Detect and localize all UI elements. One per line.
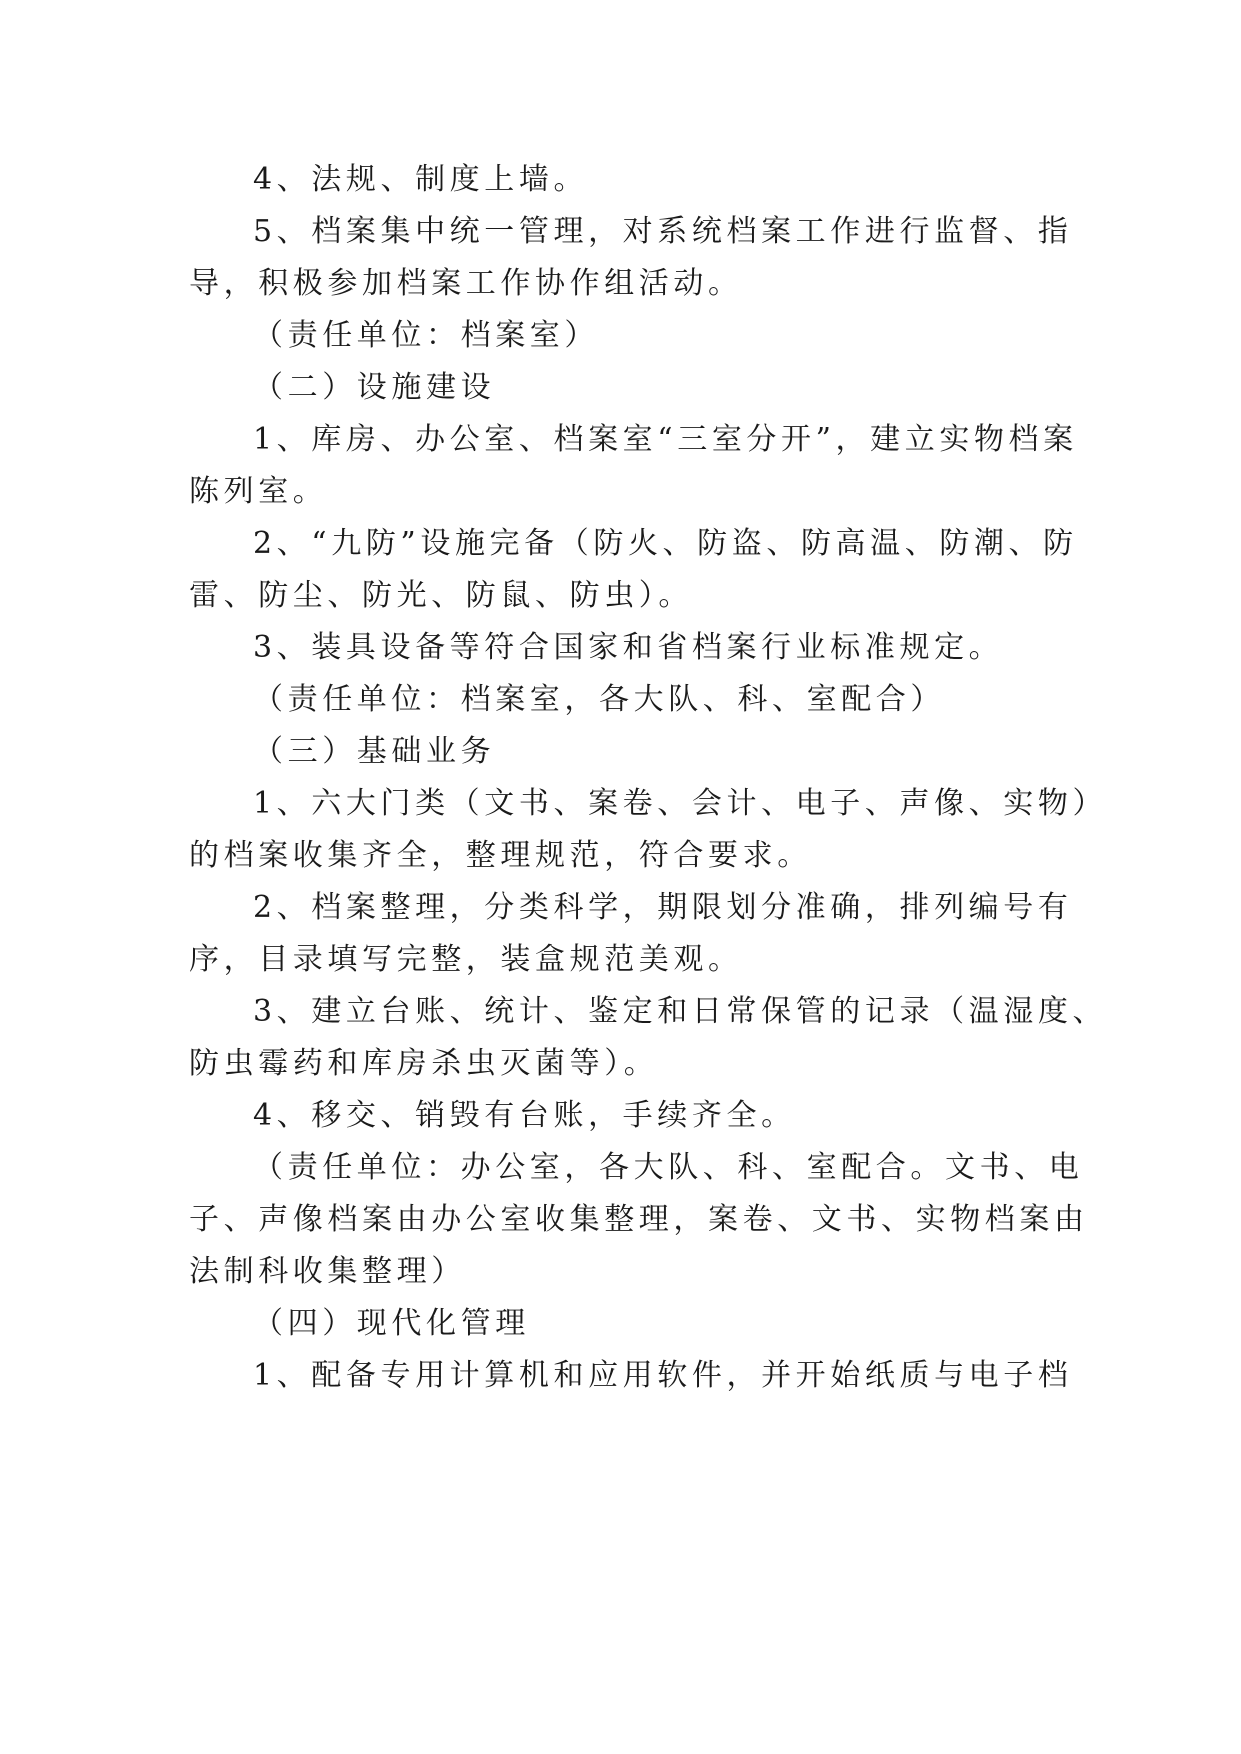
paragraph-line: 3、建立台账、统计、鉴定和日常保管的记录（温湿度、 xyxy=(253,994,1108,1029)
paragraph-line: 1、库房、办公室、档案室“三室分开”，建立实物档案 xyxy=(253,422,1078,457)
responsibility-note: （责任单位：办公室，各大队、科、室配合。文书、电 xyxy=(253,1150,1084,1185)
paragraph-line: 陈列室。 xyxy=(189,474,328,509)
paragraph-line: 4、移交、销毁有台账，手续齐全。 xyxy=(253,1098,796,1133)
paragraph-line: 4、法规、制度上墙。 xyxy=(253,162,589,197)
paragraph-line: 序，目录填写完整，装盒规范美观。 xyxy=(189,942,743,977)
section-heading: （二）设施建设 xyxy=(253,370,496,405)
paragraph-line: 1、六大门类（文书、案卷、会计、电子、声像、实物） xyxy=(253,786,1108,821)
paragraph-line: 1、配备专用计算机和应用软件，并开始纸质与电子档 xyxy=(253,1358,1073,1393)
paragraph-line: 2、“九防”设施完备（防火、防盗、防高温、防潮、防 xyxy=(253,526,1078,561)
responsibility-note: （责任单位：档案室） xyxy=(253,318,599,353)
paragraph-line: 2、档案整理，分类科学，期限划分准确，排列编号有 xyxy=(253,890,1073,925)
paragraph-line: 导，积极参加档案工作协作组活动。 xyxy=(189,266,743,301)
paragraph-line: 雷、防尘、防光、防鼠、防虫）。 xyxy=(189,578,693,613)
responsibility-note: （责任单位：档案室，各大队、科、室配合） xyxy=(253,682,945,717)
paragraph-line: 的档案收集齐全，整理规范，符合要求。 xyxy=(189,838,812,873)
paragraph-line: 防虫霉药和库房杀虫灭菌等）。 xyxy=(189,1046,659,1081)
section-heading: （三）基础业务 xyxy=(253,734,496,769)
section-heading: （四）现代化管理 xyxy=(253,1306,530,1341)
responsibility-note: 法制科收集整理） xyxy=(189,1254,466,1289)
responsibility-note: 子、声像档案由办公室收集整理，案卷、文书、实物档案由 xyxy=(189,1202,1089,1237)
paragraph-line: 3、装具设备等符合国家和省档案行业标准规定。 xyxy=(253,630,1004,665)
paragraph-line: 5、档案集中统一管理，对系统档案工作进行监督、指 xyxy=(253,214,1073,249)
